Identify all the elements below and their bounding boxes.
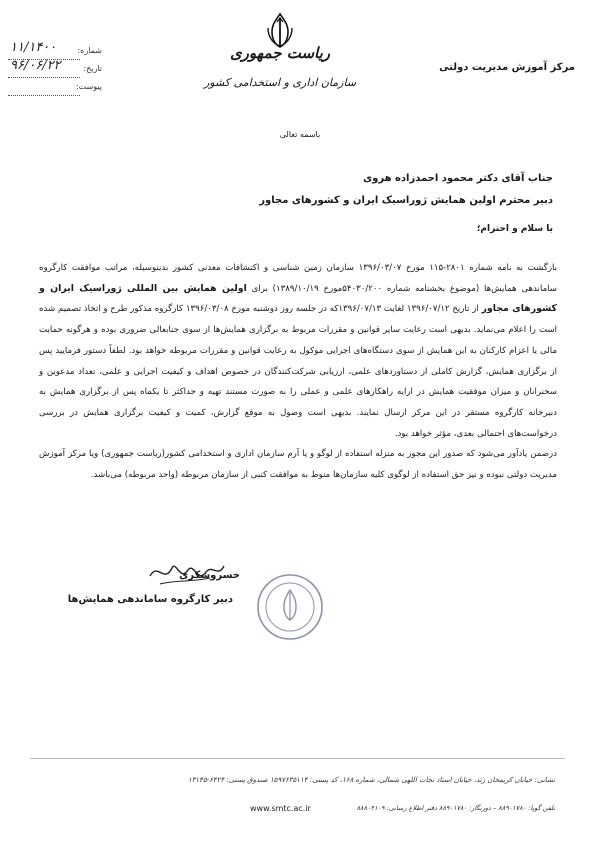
- footer-divider: [30, 758, 565, 759]
- letter-date: ۹۶/۰۶/۲۲: [10, 58, 61, 73]
- official-seal-stamp: [255, 572, 325, 642]
- attachment-label: پیوست:: [75, 82, 102, 91]
- footer-address: نشانی: خیابان کریمخان زند، خیابان استاد نجات اللهی شمالی، شماره ۱۶۸، کد پستی: ۱۵۹۷۶۳۵۱۱۴ صندوق پستی: ۶۴۲۴-۱۳۱۴۵: [187, 776, 555, 784]
- footer-contact: تلفن گویا: ۸۸۹۰۱۷۸۰ – دورنگار: ۸۸۹۰۱۷۸۰ دفتر اطلاع رسانی: ۸۸۸۰۴۱۰۹: [356, 804, 555, 812]
- greeting: با سلام و احترام؛: [476, 224, 553, 234]
- body-paragraph-2: درضمن یادآور می‌شود که صدور این مجوز به منزله استفاده از لوگو و یا آرم سازمان اداری و استخدامی کشور(ریاست جمهوری) ویا مرکز آموزش مدیریت دولتی نبوده و نیز حق استفاده از لوگوی کلیه سازمان‌ها منوط به موافقت کتبی از سازمان مربوطه (واحد مربوطه) می‌باشد.: [39, 449, 557, 481]
- presidency-heading: ریاست جمهوری: [229, 44, 331, 62]
- recipient-title: دبیر محترم اولین همایش ژوراسیک ایران و کشورهای مجاور: [259, 195, 553, 206]
- date-label: تاریخ:: [83, 64, 102, 73]
- conference-name: اولین همایش بین المللی ژوراسیک ایران و کشورهای مجاور: [39, 282, 557, 315]
- recipient-address: [33, 168, 553, 212]
- number-label: شماره:: [77, 46, 102, 55]
- meta-date-row: [8, 58, 108, 80]
- meta-attachment-row: [8, 80, 108, 98]
- body-paragraph-1: بازگشت به نامه شماره ۲۸۰۱-۱۱۵ مورخ ۱۳۹۶/۰۳/۰۷ سازمان زمین شناسی و اکتشافات معدنی کشور بدینوسیله، مراتب موافقت کارگروه ساماندهی همایش‌ها (موضوع بخشنامه شماره ۵۴۰۳۰/۲۰۰مورخ ۱۳۸۹/۱۰/۱۹) برای اولین همایش بین المللی ژوراسیک ایران و کشورهای مجاور از تاریخ ۱۳۹۶/۰۷/۱۲ لغایت ۱۳۹۶/۰۷/۱۳که در جلسه روز دوشنبه مورخ ۱۳۹۶/۰۳/۰۸ کارگروه مذکور طرح و اتخاذ تصمیم شده است را اعلام می‌نماید. بدیهی است رعایت سایر قوانین و مقررات مربوط به برگزاری همایش‌ها از سوی جنابعالی ضروری بوده و هرگونه حمایت مالی یا اعزام کارکنان به این همایش از سوی دستگاه‌های اجرایی موکول به رعایت قوانین و مقررات مربوطه خواهد بود. لطفاً دستور فرمایید پس از برگزاری همایش، گزارش کاملی از دستاوردهای علمی، ارزیابی شرکت‌کنندگان در خصوص اهداف و کیفیت اجرایی و علمی، تعداد مدعوین و سخنرانان و میزان موفقیت همایش در ارایه راهکارهای علمی و عملی را به صورت مستند تهیه و حداکثر تا یکماه پس از برگزاری همایش به دبیرخانه کارگروه مستقر در این مرکز ارسال نمایند. بدیهی است وصول به موقع گزارش، کمیت و کیفیت برگزاری همایش در بررسی درخواست‌های احتمالی بعدی، مؤثر خواهد بود.: [39, 263, 557, 439]
- signatory-name: خسروشکری: [179, 570, 240, 581]
- letter-number: ۱۱/۱۴۰۰: [10, 40, 57, 55]
- signatory-title: دبیر کارگروه ساماندهی همایش‌ها: [67, 594, 233, 605]
- footer-row: [40, 804, 555, 820]
- basmala: باسمه تعالی: [279, 130, 321, 139]
- recipient-name: جناب آقای دکتر محمود احمدزاده هروی: [362, 173, 553, 184]
- department-name: مرکز آموزش مدیریت دولتی: [439, 62, 575, 73]
- letter-body: [39, 258, 557, 486]
- letter-meta: [8, 40, 108, 98]
- website-link[interactable]: www.smtc.ac.ir: [250, 804, 311, 813]
- organization-name: سازمان اداری و استخدامی کشور: [203, 76, 357, 89]
